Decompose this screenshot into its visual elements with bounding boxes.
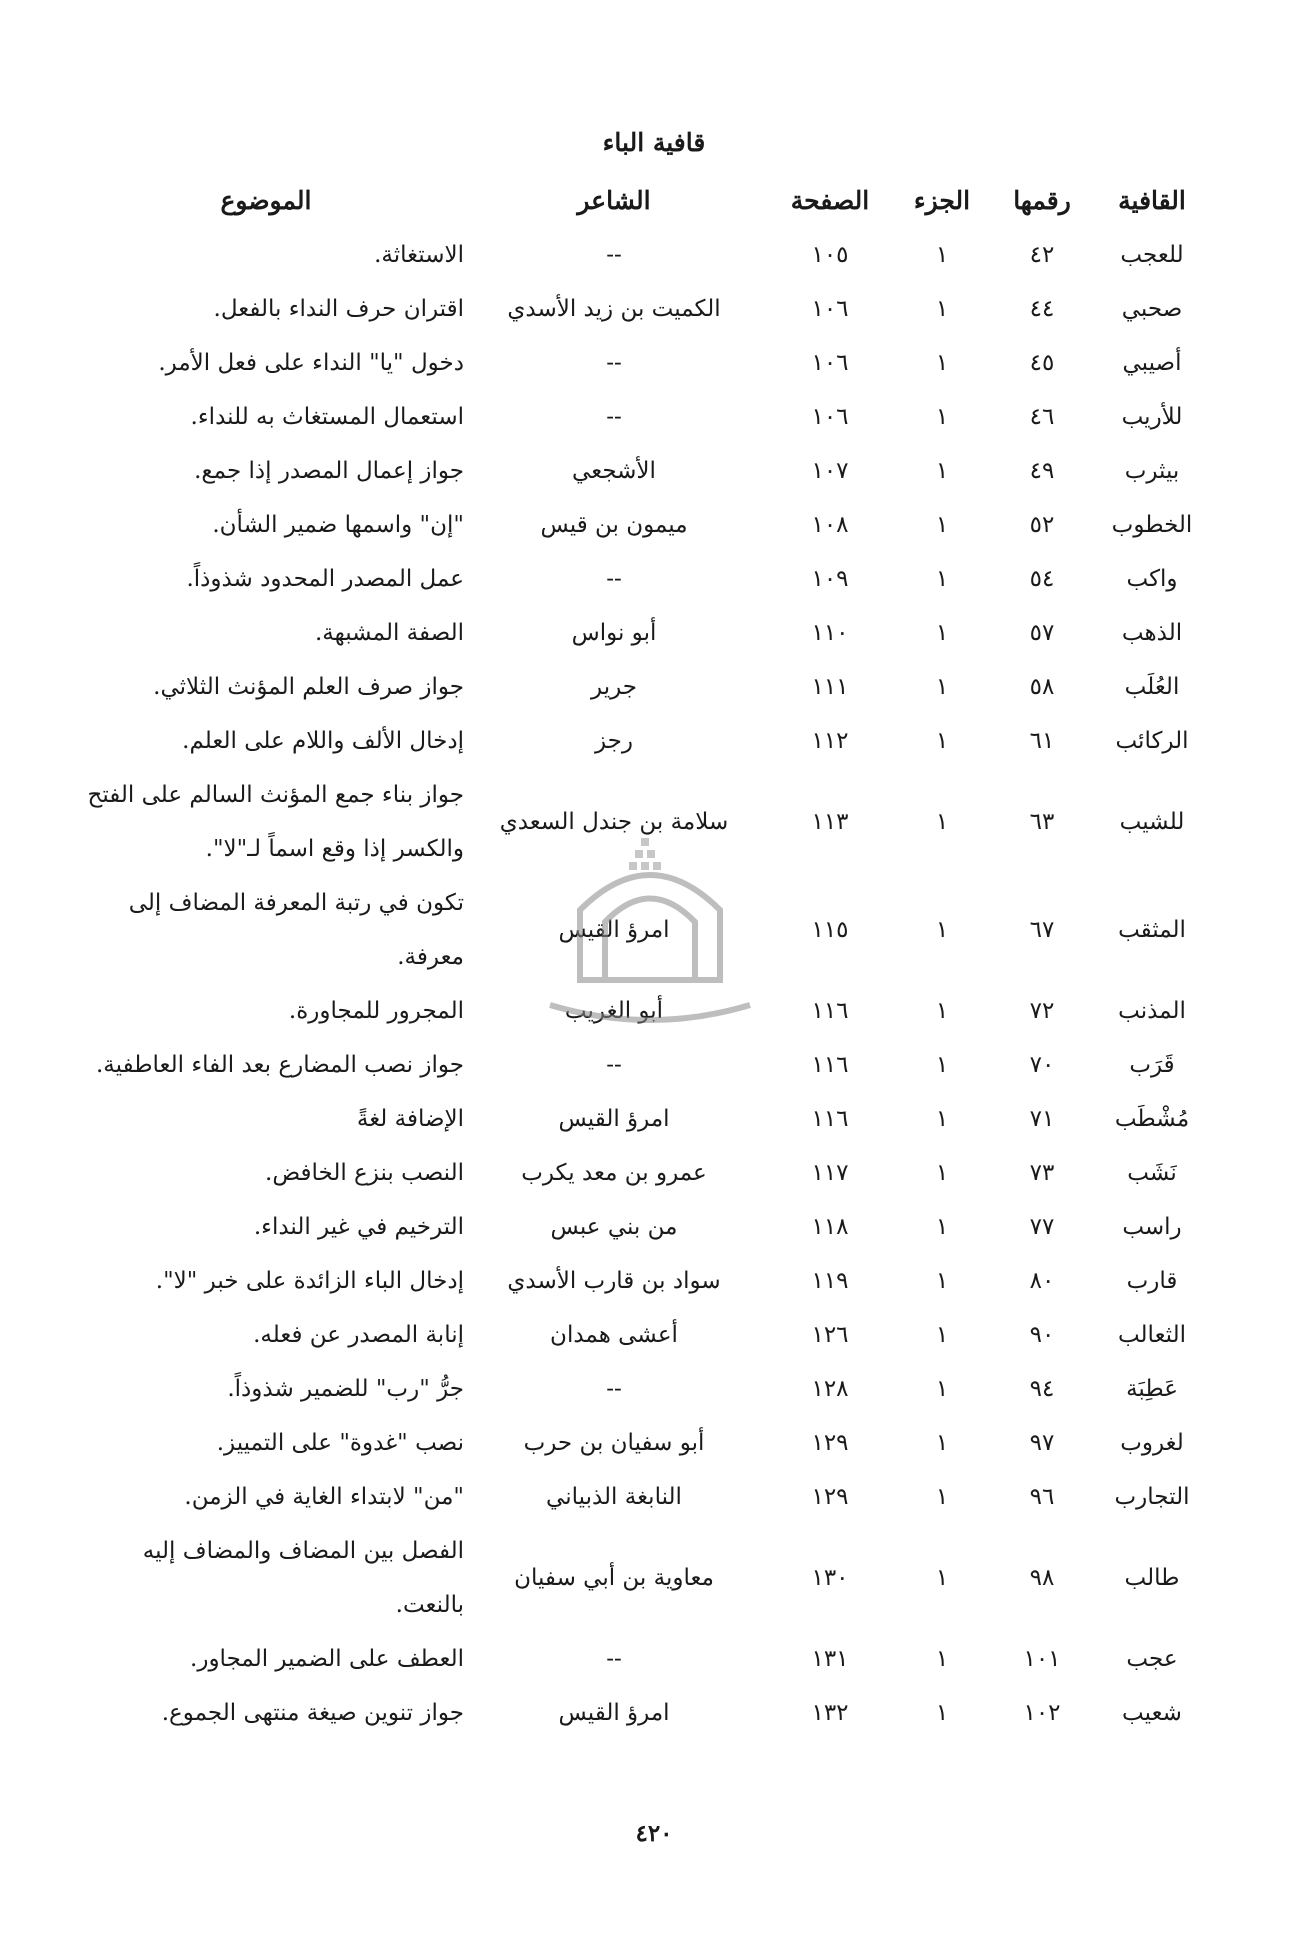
poet-cell: أبو نواس [571, 620, 657, 646]
poet-cell: أبو الغريب [564, 998, 664, 1024]
column-header-poet: الشاعر [577, 185, 651, 215]
poet-cell: عمرو بن معد يكرب [521, 1160, 707, 1186]
number-cell: ٩٦ [1029, 1484, 1055, 1510]
poet-cell: امرؤ القيس [558, 917, 670, 943]
rhyme-cell: أصيبي [1122, 350, 1182, 376]
number-cell: ٩٠ [1029, 1322, 1055, 1348]
number-cell: ٥٤ [1029, 566, 1055, 592]
topic-cell: إنابة المصدر عن فعله. [253, 1322, 464, 1348]
topic-cell: عمل المصدر المحدود شذوذاً. [186, 566, 464, 592]
part-cell: ١ [935, 404, 949, 430]
page-cell: ١٣٢ [811, 1700, 849, 1726]
page-cell: ١٠٧ [811, 458, 849, 484]
number-cell: ٤٦ [1029, 404, 1055, 430]
rhyme-cell: الخطوب [1111, 512, 1193, 538]
rhyme-cell: عَطِبَة [1126, 1376, 1178, 1402]
part-cell: ١ [935, 1214, 949, 1240]
number-cell: ٩٨ [1029, 1565, 1055, 1591]
page-cell: ١١٨ [811, 1214, 849, 1240]
table-row [68, 498, 1208, 552]
rhyme-cell: التجارب [1114, 1484, 1190, 1510]
rhyme-cell: طالب [1124, 1565, 1180, 1591]
number-cell: ٨٠ [1029, 1268, 1055, 1294]
part-cell: ١ [935, 1700, 949, 1726]
table-header-row [68, 172, 1208, 228]
topic-cell: تكون في رتبة المعرفة المضاف إلى معرفة. [128, 890, 464, 970]
topic-cell: الصفة المشبهة. [314, 620, 464, 646]
poet-cell: أعشى همدان [550, 1322, 678, 1348]
page-cell: ١٠٦ [811, 296, 849, 322]
part-cell: ١ [935, 917, 949, 943]
page-cell: ١١٠ [811, 620, 849, 646]
topic-cell: جواز صرف العلم المؤنث الثلاثي. [153, 674, 464, 700]
column-header-topic: الموضوع [220, 185, 312, 215]
rhyme-cell: للشيب [1119, 809, 1185, 835]
table-row [68, 390, 1208, 444]
part-cell: ١ [935, 566, 949, 592]
poet-cell: الكميت بن زيد الأسدي [507, 296, 721, 322]
rhyme-cell: المذنب [1118, 998, 1186, 1024]
topic-cell: جواز إعمال المصدر إذا جمع. [194, 458, 464, 484]
table-row [68, 1416, 1208, 1470]
topic-cell: المجرور للمجاورة. [288, 998, 464, 1024]
table-row [68, 1254, 1208, 1308]
part-cell: ١ [935, 1376, 949, 1402]
topic-cell: جواز نصب المضارع بعد الفاء العاطفية. [95, 1052, 464, 1078]
part-cell: ١ [935, 674, 949, 700]
rhyme-cell: واكب [1126, 566, 1178, 592]
table-row [68, 1686, 1208, 1740]
number-cell: ١٠١ [1023, 1646, 1061, 1672]
poet-cell: -- [606, 350, 622, 376]
part-cell: ١ [935, 1430, 949, 1456]
number-cell: ٤٩ [1029, 458, 1055, 484]
part-cell: ١ [935, 458, 949, 484]
part-cell: ١ [935, 1646, 949, 1672]
table-row [68, 1632, 1208, 1686]
number-cell: ٧٠ [1029, 1052, 1055, 1078]
rhyme-cell: الثعالب [1117, 1322, 1187, 1348]
part-cell: ١ [935, 242, 949, 268]
table-row [68, 606, 1208, 660]
topic-cell: جواز تنوين صيغة منتهى الجموع. [161, 1700, 464, 1726]
topic-cell: العطف على الضمير المجاور. [190, 1646, 464, 1672]
table-row [68, 1092, 1208, 1146]
part-cell: ١ [935, 1106, 949, 1132]
topic-cell: "من" لابتداء الغاية في الزمن. [184, 1484, 464, 1510]
page-cell: ١١٦ [811, 998, 849, 1024]
rhyme-cell: صحبي [1121, 296, 1183, 322]
page-cell: ١١٦ [811, 1106, 849, 1132]
topic-cell: إدخال الألف واللام على العلم. [182, 728, 464, 754]
table-row [68, 1200, 1208, 1254]
table-row [68, 228, 1208, 282]
table-row [68, 714, 1208, 768]
page-cell: ١٠٦ [811, 404, 849, 430]
rhyme-cell: المثقب [1118, 917, 1186, 943]
number-cell: ٤٥ [1029, 350, 1055, 376]
poet-cell: النابغة الذبياني [546, 1484, 682, 1510]
number-cell: ٧٣ [1029, 1160, 1055, 1186]
table-row [68, 660, 1208, 714]
poet-cell: جرير [591, 674, 637, 700]
poet-cell: رجز [594, 728, 633, 754]
part-cell: ١ [935, 1322, 949, 1348]
number-cell: ٧٢ [1029, 998, 1055, 1024]
poet-cell: معاوية بن أبي سفيان [514, 1565, 714, 1591]
part-cell: ١ [935, 998, 949, 1024]
poet-cell: -- [606, 1376, 622, 1402]
poet-cell: -- [606, 566, 622, 592]
page-cell: ١٢٦ [811, 1322, 849, 1348]
rhyme-cell: للأريب [1121, 404, 1183, 430]
column-header-number: رقمها [1013, 185, 1071, 215]
topic-cell: النصب بنزع الخافض. [265, 1160, 464, 1186]
page-cell: ١١٢ [811, 728, 849, 754]
poet-cell: أبو سفيان بن حرب [523, 1430, 705, 1456]
topic-cell: اقتران حرف النداء بالفعل. [213, 296, 464, 322]
rhyme-cell: قَرَب [1129, 1052, 1175, 1078]
topic-cell: نصب "غدوة" على التمييز. [216, 1430, 464, 1456]
page-cell: ١١١ [811, 674, 849, 700]
page-cell: ١٠٩ [811, 566, 849, 592]
number-cell: ٥٢ [1029, 512, 1055, 538]
number-cell: ٦١ [1029, 728, 1055, 754]
rhyme-cell: الركائب [1115, 728, 1189, 754]
part-cell: ١ [935, 1565, 949, 1591]
topic-cell: الترخيم في غير النداء. [253, 1214, 464, 1240]
number-cell: ٧١ [1029, 1106, 1055, 1132]
page-cell: ١٠٨ [811, 512, 849, 538]
poet-cell: -- [606, 242, 622, 268]
topic-cell: إدخال الباء الزائدة على خبر "لا". [155, 1268, 464, 1294]
part-cell: ١ [935, 350, 949, 376]
table-row [68, 336, 1208, 390]
part-cell: ١ [935, 1484, 949, 1510]
rhyme-cell: راسب [1122, 1214, 1182, 1240]
column-header-page: الصفحة [790, 185, 870, 215]
poet-cell: سواد بن قارب الأسدي [507, 1268, 721, 1294]
page-cell: ١٠٦ [811, 350, 849, 376]
table-row [68, 1146, 1208, 1200]
page-cell: ١١٣ [811, 809, 849, 835]
page-number: ٤٢٠ [635, 1820, 673, 1847]
page-title: قافية الباء [602, 128, 706, 157]
number-cell: ٤٢ [1029, 242, 1055, 268]
page-cell: ١٢٩ [811, 1484, 849, 1510]
poet-cell: -- [606, 404, 622, 430]
rhyme-cell: قارب [1126, 1268, 1178, 1294]
part-cell: ١ [935, 620, 949, 646]
table-row [68, 1308, 1208, 1362]
topic-cell: الاستغاثة. [374, 242, 464, 268]
topic-cell: جرُّ "رب" للضمير شذوذاً. [227, 1376, 464, 1402]
page-cell: ١٣١ [811, 1646, 849, 1672]
part-cell: ١ [935, 296, 949, 322]
column-header-part: الجزء [913, 185, 971, 215]
table-row [68, 1362, 1208, 1416]
table-row [68, 552, 1208, 606]
poet-cell: امرؤ القيس [558, 1106, 670, 1132]
table-row [68, 1470, 1208, 1524]
topic-cell: استعمال المستغاث به للنداء. [190, 404, 464, 430]
page-cell: ١٢٨ [811, 1376, 849, 1402]
rhyme-cell: مُشْطَب [1114, 1106, 1190, 1132]
number-cell: ٧٧ [1029, 1214, 1055, 1240]
rhyme-cell: لغروب [1120, 1430, 1184, 1456]
poet-cell: امرؤ القيس [558, 1700, 670, 1726]
poet-cell: ميمون بن قيس [540, 512, 688, 538]
table-row [68, 444, 1208, 498]
number-cell: ١٠٢ [1023, 1700, 1061, 1726]
rhyme-cell: بيثرب [1124, 458, 1180, 484]
number-cell: ٥٨ [1029, 674, 1055, 700]
topic-cell: الإضافة لغةً [356, 1106, 464, 1132]
rhyme-cell: نَشَب [1127, 1160, 1177, 1186]
table-row [68, 282, 1208, 336]
part-cell: ١ [935, 1052, 949, 1078]
poet-cell: الأشجعي [572, 458, 656, 484]
topic-cell: "إن" واسمها ضمير الشأن. [212, 512, 464, 538]
poet-cell: -- [606, 1052, 622, 1078]
number-cell: ٦٣ [1029, 809, 1055, 835]
number-cell: ٤٤ [1029, 296, 1055, 322]
institution-logo-icon [490, 830, 810, 1050]
part-cell: ١ [935, 809, 949, 835]
part-cell: ١ [935, 728, 949, 754]
page-cell: ١١٩ [811, 1268, 849, 1294]
part-cell: ١ [935, 512, 949, 538]
page-cell: ١٠٥ [811, 242, 849, 268]
number-cell: ٥٧ [1029, 620, 1055, 646]
number-cell: ٩٤ [1029, 1376, 1055, 1402]
part-cell: ١ [935, 1160, 949, 1186]
poet-cell: -- [606, 1646, 622, 1672]
page-cell: ١١٧ [811, 1160, 849, 1186]
page-cell: ١٢٩ [811, 1430, 849, 1456]
rhyme-cell: للعجب [1120, 242, 1184, 268]
page-cell: ١١٥ [811, 917, 849, 943]
column-header-rhyme: القافية [1118, 185, 1186, 215]
topic-cell: دخول "يا" النداء على فعل الأمر. [158, 350, 464, 376]
topic-cell: الفصل بين المضاف والمضاف إليه بالنعت. [142, 1538, 464, 1618]
table-row [68, 1524, 1208, 1632]
number-cell: ٦٧ [1029, 917, 1055, 943]
poet-cell: سلامة بن جندل السعدي [499, 809, 729, 835]
page-cell: ١٣٠ [811, 1565, 849, 1591]
rhyme-cell: العُلَب [1124, 674, 1180, 700]
rhyme-cell: شعيب [1122, 1700, 1182, 1726]
page-cell: ١١٦ [811, 1052, 849, 1078]
rhyme-cell: الذهب [1121, 620, 1183, 646]
part-cell: ١ [935, 1268, 949, 1294]
number-cell: ٩٧ [1029, 1430, 1055, 1456]
rhyme-cell: عجب [1126, 1646, 1178, 1672]
topic-cell: جواز بناء جمع المؤنث السالم على الفتح والكسر إذا وقع اسماً لـ"لا". [87, 782, 464, 862]
poet-cell: من بني عبس [550, 1214, 678, 1240]
